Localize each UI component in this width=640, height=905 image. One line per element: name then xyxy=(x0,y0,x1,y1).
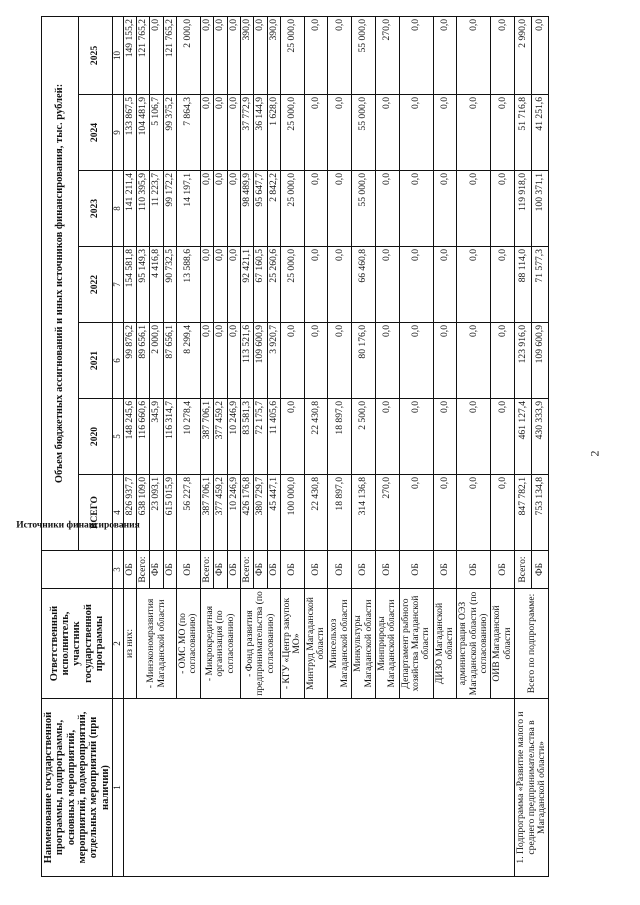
value-cell-5: 37 772,9 xyxy=(240,95,253,171)
value-cell-1: 148 245,6 xyxy=(123,399,136,475)
value-cell-1: 0,0 xyxy=(491,399,515,475)
source-cell: ОБ xyxy=(227,551,240,589)
responsible-cell: Минсельхоз Магаданской области xyxy=(328,589,352,699)
source-cell: ФБ xyxy=(214,551,227,589)
value-cell-3: 4 416,8 xyxy=(150,247,163,323)
value-cell-5: 7 864,3 xyxy=(177,95,201,171)
source-cell: Всего: xyxy=(240,551,253,589)
value-cell-2: 0,0 xyxy=(214,323,227,399)
value-cell-6: 2 990,0 xyxy=(515,16,532,94)
column-index-3: 4 xyxy=(112,475,123,551)
value-cell-4: 110 395,9 xyxy=(137,171,150,247)
value-cell-6: 0,0 xyxy=(227,16,240,94)
year-header-5: 2024 xyxy=(78,95,112,171)
source-cell: ОБ xyxy=(281,551,305,589)
value-cell-6: 0,0 xyxy=(214,16,227,94)
value-cell-1: 430 333,9 xyxy=(532,399,549,475)
value-cell-3: 0,0 xyxy=(200,247,213,323)
value-cell-5: 0,0 xyxy=(304,95,328,171)
value-cell-2: 3 920,7 xyxy=(267,323,280,399)
value-cell-6: 25 000,0 xyxy=(281,16,305,94)
header-responsible: Ответственный исполнитель, участник государственной программы xyxy=(42,589,113,699)
value-cell-0: 380 729,7 xyxy=(254,475,267,551)
value-cell-1: 22 430,8 xyxy=(304,399,328,475)
responsible-cell: Минтруд Магаданской области xyxy=(304,589,328,699)
value-cell-6: 0,0 xyxy=(457,16,491,94)
value-cell-2: 8 299,4 xyxy=(177,323,201,399)
rotated-sheet xyxy=(15,17,591,877)
value-cell-2: 80 176,0 xyxy=(352,323,376,399)
value-cell-6: 0,0 xyxy=(399,16,433,94)
value-cell-6: 55 000,0 xyxy=(352,16,376,94)
header-funding: Объем бюджетных ассигнований и иных источников финансирования, тыс. рублей: xyxy=(42,16,79,550)
value-cell-5: 55 000,0 xyxy=(352,95,376,171)
responsible-cell: - Фонд развития предпринимательства (по согласованию) xyxy=(240,589,280,699)
value-cell-0: 753 134,8 xyxy=(532,475,549,551)
value-cell-1: 10 246,9 xyxy=(227,399,240,475)
table-row xyxy=(123,16,136,876)
program-name-cell-top xyxy=(123,699,515,877)
value-cell-3: 0,0 xyxy=(399,247,433,323)
column-index-5: 6 xyxy=(112,323,123,399)
value-cell-1: 72 175,7 xyxy=(254,399,267,475)
value-cell-4: 0,0 xyxy=(227,171,240,247)
responsible-cell: - Микрокредитная организация (по согласованию) xyxy=(200,589,240,699)
value-cell-0: 22 430,8 xyxy=(304,475,328,551)
source-cell: ФБ xyxy=(254,551,267,589)
source-cell: ОБ xyxy=(399,551,433,589)
column-index-9: 10 xyxy=(112,16,123,94)
value-cell-5: 36 144,9 xyxy=(254,95,267,171)
column-index-8: 9 xyxy=(112,95,123,171)
value-cell-2: 0,0 xyxy=(375,323,399,399)
source-cell: ОБ xyxy=(123,551,136,589)
value-cell-1: 0,0 xyxy=(375,399,399,475)
value-cell-4: 0,0 xyxy=(214,171,227,247)
financing-table xyxy=(15,16,549,877)
value-cell-5: 0,0 xyxy=(328,95,352,171)
value-cell-6: 0,0 xyxy=(150,16,163,94)
value-cell-5: 0,0 xyxy=(200,95,213,171)
value-cell-5: 51 716,8 xyxy=(515,95,532,171)
value-cell-2: 0,0 xyxy=(399,323,433,399)
value-cell-4: 0,0 xyxy=(433,171,457,247)
value-cell-1: 377 459,2 xyxy=(214,399,227,475)
column-index-7: 8 xyxy=(112,171,123,247)
value-cell-3: 0,0 xyxy=(375,247,399,323)
value-cell-4: 0,0 xyxy=(304,171,328,247)
value-cell-0: 10 246,9 xyxy=(227,475,240,551)
value-cell-4: 0,0 xyxy=(491,171,515,247)
value-cell-3: 71 577,3 xyxy=(532,247,549,323)
value-cell-3: 25 000,0 xyxy=(281,247,305,323)
value-cell-3: 95 149,3 xyxy=(137,247,150,323)
value-cell-2: 87 656,1 xyxy=(163,323,176,399)
value-cell-4: 55 000,0 xyxy=(352,171,376,247)
value-cell-4: 0,0 xyxy=(200,171,213,247)
column-index-1: 2 xyxy=(112,589,123,699)
value-cell-1: 10 278,4 xyxy=(177,399,201,475)
value-cell-4: 98 489,9 xyxy=(240,171,253,247)
program-total-row xyxy=(515,16,532,876)
value-cell-2: 0,0 xyxy=(491,323,515,399)
value-cell-5: 25 000,0 xyxy=(281,95,305,171)
value-cell-0: 638 109,0 xyxy=(137,475,150,551)
source-cell: ОБ xyxy=(267,551,280,589)
value-cell-0: 314 136,8 xyxy=(352,475,376,551)
value-cell-6: 0,0 xyxy=(433,16,457,94)
source-cell: Всего: xyxy=(200,551,213,589)
value-cell-0: 270,0 xyxy=(375,475,399,551)
value-cell-2: 109 600,9 xyxy=(254,323,267,399)
value-cell-1: 387 706,1 xyxy=(200,399,213,475)
responsible-cell: - ОМС МО (по согласованию) xyxy=(177,589,201,699)
value-cell-5: 0,0 xyxy=(433,95,457,171)
column-index-0: 1 xyxy=(112,699,123,877)
value-cell-2: 109 600,9 xyxy=(532,323,549,399)
value-cell-1: 116 660,6 xyxy=(137,399,150,475)
value-cell-2: 0,0 xyxy=(433,323,457,399)
value-cell-1: 0,0 xyxy=(433,399,457,475)
value-cell-2: 0,0 xyxy=(304,323,328,399)
responsible-cell: администрация ОЭЗ Магаданской области (по согласованию) xyxy=(457,589,491,699)
source-cell: ОБ xyxy=(304,551,328,589)
value-cell-1: 18 897,0 xyxy=(328,399,352,475)
value-cell-3: 154 581,8 xyxy=(123,247,136,323)
value-cell-1: 83 581,3 xyxy=(240,399,253,475)
value-cell-4: 14 197,1 xyxy=(177,171,201,247)
responsible-cell: - Минэкономразвития Магаданской области xyxy=(137,589,177,699)
value-cell-6: 390,0 xyxy=(267,16,280,94)
value-cell-3: 0,0 xyxy=(433,247,457,323)
value-cell-5: 0,0 xyxy=(491,95,515,171)
value-cell-4: 0,0 xyxy=(457,171,491,247)
value-cell-0: 847 782,1 xyxy=(515,475,532,551)
value-cell-6: 270,0 xyxy=(375,16,399,94)
value-cell-4: 0,0 xyxy=(375,171,399,247)
value-cell-0: 0,0 xyxy=(457,475,491,551)
responsible-cell: - КГУ «Центр закупок МО» xyxy=(281,589,305,699)
year-header-4: 2023 xyxy=(78,171,112,247)
value-cell-2: 89 656,1 xyxy=(137,323,150,399)
value-cell-5: 0,0 xyxy=(375,95,399,171)
responsible-cell: Минкультуры Магаданской области xyxy=(352,589,376,699)
value-cell-5: 133 867,5 xyxy=(123,95,136,171)
value-cell-0: 426 176,8 xyxy=(240,475,253,551)
source-cell: ОБ xyxy=(375,551,399,589)
value-cell-3: 0,0 xyxy=(227,247,240,323)
value-cell-6: 0,0 xyxy=(491,16,515,94)
value-cell-0: 377 459,2 xyxy=(214,475,227,551)
column-index-2: 3 xyxy=(112,551,123,589)
value-cell-2: 0,0 xyxy=(200,323,213,399)
value-cell-5: 0,0 xyxy=(214,95,227,171)
value-cell-0: 100 000,0 xyxy=(281,475,305,551)
column-index-4: 5 xyxy=(112,399,123,475)
value-cell-1: 2 500,0 xyxy=(352,399,376,475)
value-cell-3: 92 421,1 xyxy=(240,247,253,323)
value-cell-4: 100 371,1 xyxy=(532,171,549,247)
source-cell: ОБ xyxy=(352,551,376,589)
value-cell-6: 0,0 xyxy=(200,16,213,94)
year-header-1: 2020 xyxy=(78,399,112,475)
value-cell-0: 0,0 xyxy=(491,475,515,551)
value-cell-4: 11 223,7 xyxy=(150,171,163,247)
responsible-cell: ОИВ Магаданской области xyxy=(491,589,515,699)
year-header-6: 2025 xyxy=(78,16,112,94)
source-cell: ФБ xyxy=(150,551,163,589)
value-cell-6: 0,0 xyxy=(328,16,352,94)
value-cell-0: 615 015,9 xyxy=(163,475,176,551)
value-cell-2: 0,0 xyxy=(457,323,491,399)
value-cell-3: 0,0 xyxy=(304,247,328,323)
value-cell-5: 5 106,7 xyxy=(150,95,163,171)
value-cell-2: 113 521,6 xyxy=(240,323,253,399)
responsible-cell: Всего по подпрограмме: xyxy=(515,589,549,699)
value-cell-4: 95 647,7 xyxy=(254,171,267,247)
page-number: 2 xyxy=(587,450,602,457)
value-cell-1: 0,0 xyxy=(281,399,305,475)
year-header-3: 2022 xyxy=(78,247,112,323)
source-cell: ФБ xyxy=(532,551,549,589)
value-cell-2: 99 876,2 xyxy=(123,323,136,399)
value-cell-5: 0,0 xyxy=(457,95,491,171)
value-cell-5: 99 375,2 xyxy=(163,95,176,171)
value-cell-3: 90 732,5 xyxy=(163,247,176,323)
value-cell-3: 88 114,0 xyxy=(515,247,532,323)
value-cell-5: 41 251,6 xyxy=(532,95,549,171)
source-cell: ОБ xyxy=(163,551,176,589)
value-cell-4: 25 000,0 xyxy=(281,171,305,247)
source-cell: ОБ xyxy=(457,551,491,589)
header-row xyxy=(42,16,79,876)
index-row xyxy=(112,16,123,876)
value-cell-4: 99 172,2 xyxy=(163,171,176,247)
value-cell-1: 0,0 xyxy=(457,399,491,475)
header-source-label: Источники финансирования xyxy=(15,520,140,531)
value-cell-2: 0,0 xyxy=(281,323,305,399)
value-cell-1: 116 314,7 xyxy=(163,399,176,475)
value-cell-6: 0,0 xyxy=(254,16,267,94)
responsible-cell: ДИЗО Магаданской области xyxy=(433,589,457,699)
value-cell-2: 123 916,0 xyxy=(515,323,532,399)
value-cell-6: 390,0 xyxy=(240,16,253,94)
value-cell-2: 0,0 xyxy=(328,323,352,399)
value-cell-6: 2 000,0 xyxy=(177,16,201,94)
value-cell-3: 0,0 xyxy=(491,247,515,323)
responsible-cell: из них: xyxy=(123,589,136,699)
value-cell-5: 0,0 xyxy=(227,95,240,171)
value-cell-1: 461 127,4 xyxy=(515,399,532,475)
value-cell-5: 1 628,0 xyxy=(267,95,280,171)
value-cell-0: 45 447,1 xyxy=(267,475,280,551)
value-cell-6: 121 765,2 xyxy=(163,16,176,94)
value-cell-6: 0,0 xyxy=(532,16,549,94)
source-cell: Всего: xyxy=(137,551,150,589)
value-cell-2: 0,0 xyxy=(227,323,240,399)
value-cell-2: 2 000,0 xyxy=(150,323,163,399)
year-header-0: ВСЕГО xyxy=(78,475,112,551)
value-cell-6: 149 155,2 xyxy=(123,16,136,94)
program-name-cell: 1. Подпрограмма «Развитие малого и среднего предпринимательства в Магаданской области» xyxy=(515,699,549,877)
value-cell-4: 0,0 xyxy=(328,171,352,247)
value-cell-3: 0,0 xyxy=(214,247,227,323)
value-cell-4: 2 842,2 xyxy=(267,171,280,247)
value-cell-4: 141 211,4 xyxy=(123,171,136,247)
source-cell: ОБ xyxy=(433,551,457,589)
year-header-2: 2021 xyxy=(78,323,112,399)
value-cell-3: 0,0 xyxy=(328,247,352,323)
value-cell-3: 66 460,8 xyxy=(352,247,376,323)
value-cell-5: 0,0 xyxy=(399,95,433,171)
source-cell: Всего: xyxy=(515,551,532,589)
value-cell-0: 23 093,1 xyxy=(150,475,163,551)
value-cell-1: 0,0 xyxy=(399,399,433,475)
responsible-cell: Минприроды Магаданской области xyxy=(375,589,399,699)
value-cell-3: 67 160,5 xyxy=(254,247,267,323)
value-cell-0: 0,0 xyxy=(433,475,457,551)
value-cell-0: 0,0 xyxy=(399,475,433,551)
value-cell-3: 25 260,6 xyxy=(267,247,280,323)
value-cell-1: 345,9 xyxy=(150,399,163,475)
value-cell-6: 0,0 xyxy=(304,16,328,94)
value-cell-3: 13 588,6 xyxy=(177,247,201,323)
value-cell-5: 104 481,9 xyxy=(137,95,150,171)
source-cell: ОБ xyxy=(491,551,515,589)
value-cell-0: 18 897,0 xyxy=(328,475,352,551)
source-cell: ОБ xyxy=(328,551,352,589)
value-cell-3: 0,0 xyxy=(457,247,491,323)
value-cell-0: 56 227,8 xyxy=(177,475,201,551)
source-cell: ОБ xyxy=(177,551,201,589)
header-name: Наименование государственной программы, подпрограммы, основных мероприятий, мероприятий, подмероприятий, отдельных мероприятий (при наличии) xyxy=(42,699,113,877)
value-cell-4: 119 918,0 xyxy=(515,171,532,247)
table-body xyxy=(123,16,549,876)
value-cell-6: 121 765,2 xyxy=(137,16,150,94)
column-index-6: 7 xyxy=(112,247,123,323)
responsible-cell: Департамент рыбного хозяйства Магаданской области xyxy=(399,589,433,699)
value-cell-1: 11 405,6 xyxy=(267,399,280,475)
value-cell-4: 0,0 xyxy=(399,171,433,247)
value-cell-0: 826 937,7 xyxy=(123,475,136,551)
value-cell-0: 387 706,1 xyxy=(200,475,213,551)
